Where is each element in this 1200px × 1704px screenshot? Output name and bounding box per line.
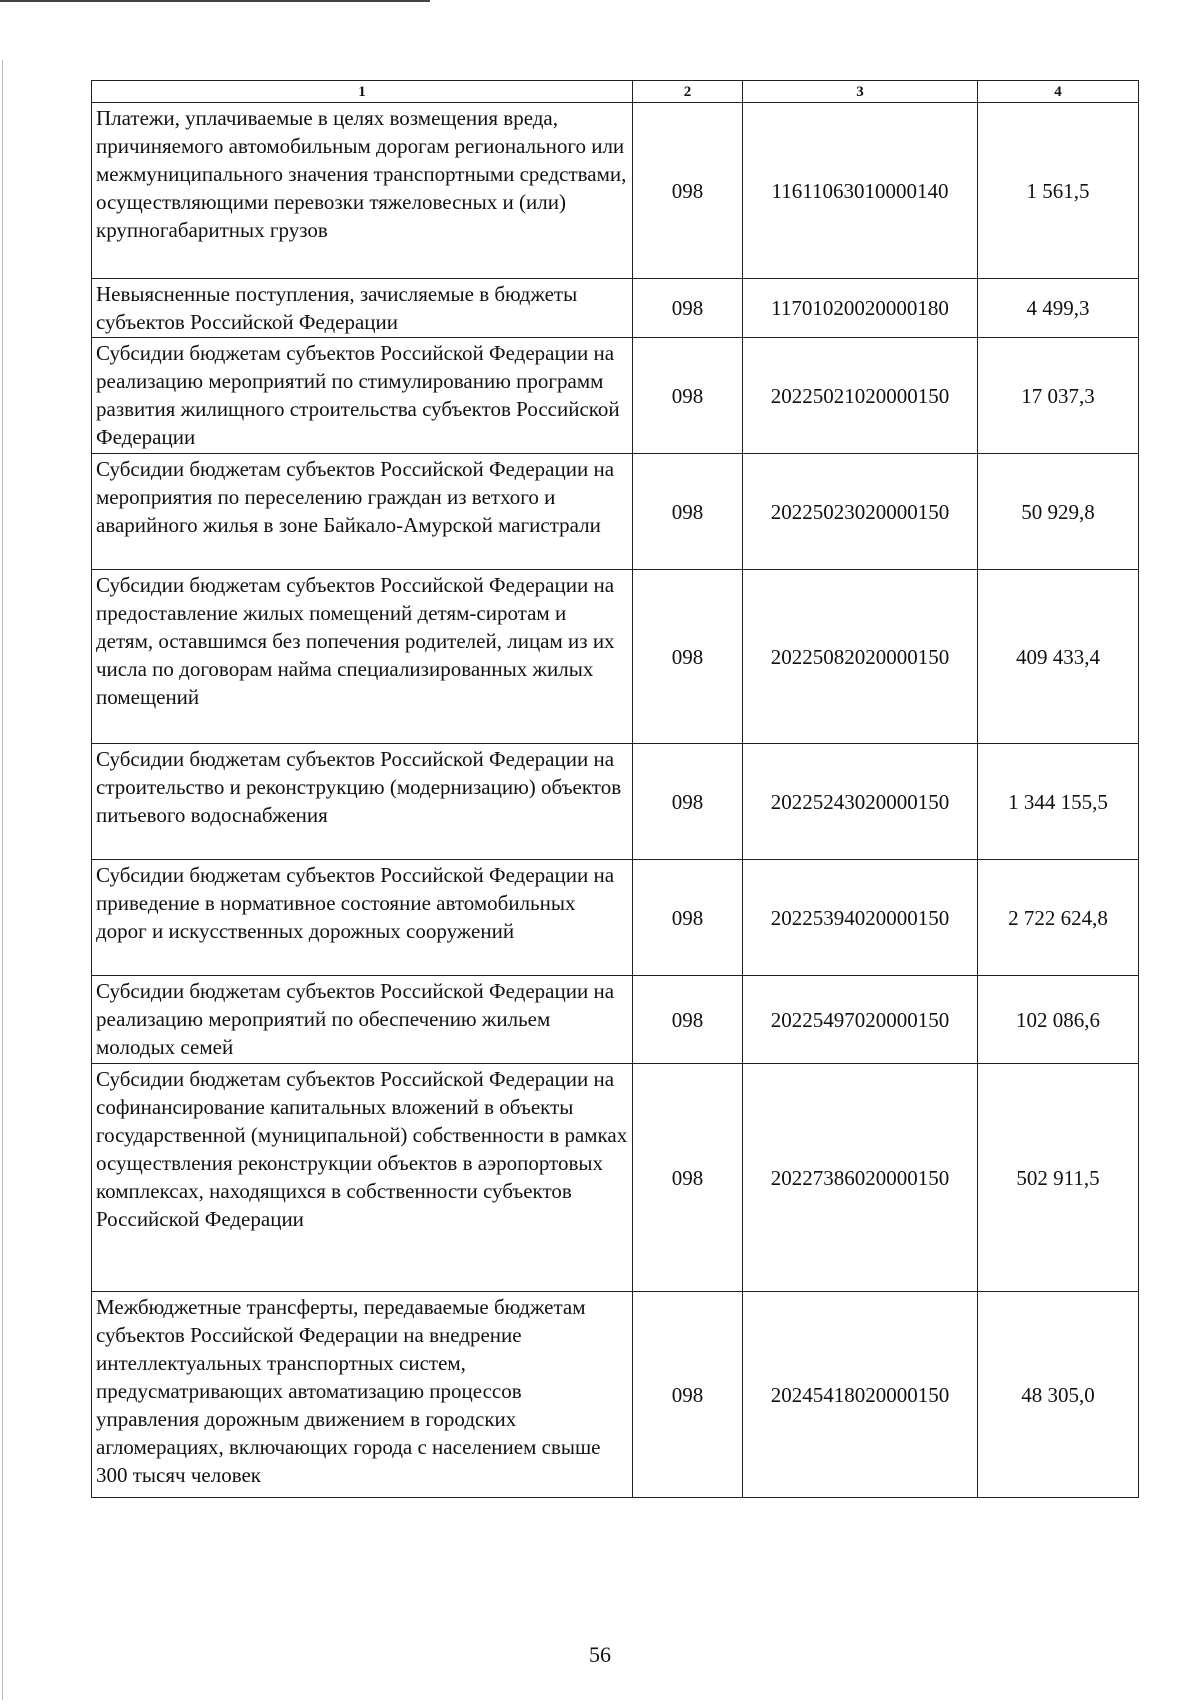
row-admin-code: 098 bbox=[633, 976, 743, 1064]
table-row bbox=[92, 454, 1139, 570]
header-col-1: 1 bbox=[92, 81, 633, 103]
row-budget-code: 20225243020000150 bbox=[743, 744, 978, 860]
row-amount: 17 037,3 bbox=[978, 338, 1139, 454]
row-budget-code: 20245418020000150 bbox=[743, 1292, 978, 1498]
row-name: Субсидии бюджетам субъектов Российской Федерации на реализацию мероприятий по обеспечению жильем молодых семей bbox=[92, 976, 633, 1064]
scan-edge-line bbox=[0, 0, 430, 2]
header-col-4: 4 bbox=[978, 81, 1139, 103]
table-row bbox=[92, 1064, 1139, 1292]
table-row bbox=[92, 860, 1139, 976]
row-name: Платежи, уплачиваемые в целях возмещения вреда, причиняемого автомобильным дорогам регионального или межмуниципального значения транспортными средствами, осуществляющими перевозки тяжеловесных и (или) крупногабаритных грузов bbox=[92, 103, 633, 279]
row-budget-code: 11611063010000140 bbox=[743, 103, 978, 279]
header-col-2: 2 bbox=[633, 81, 743, 103]
row-amount: 1 561,5 bbox=[978, 103, 1139, 279]
table-row bbox=[92, 279, 1139, 338]
row-amount: 409 433,4 bbox=[978, 570, 1139, 744]
table-row bbox=[92, 1292, 1139, 1498]
table-row bbox=[92, 338, 1139, 454]
row-admin-code: 098 bbox=[633, 103, 743, 279]
row-budget-code: 11701020020000180 bbox=[743, 279, 978, 338]
row-budget-code: 20225021020000150 bbox=[743, 338, 978, 454]
row-name: Межбюджетные трансферты, передаваемые бюджетам субъектов Российской Федерации на внедрение интеллектуальных транспортных систем, предусматривающих автоматизацию процессов управления дорожным движением в городских агломерациях, включающих города с населением свыше 300 тысяч человек bbox=[92, 1292, 633, 1498]
row-name: Субсидии бюджетам субъектов Российской Федерации на предоставление жилых помещений детям-сиротам и детям, оставшимся без попечения родителей, лицам из их числа по договорам найма специализированных жилых помещений bbox=[92, 570, 633, 744]
table-row bbox=[92, 570, 1139, 744]
table-header-row bbox=[92, 81, 1139, 103]
scan-margin-line bbox=[2, 60, 3, 1700]
row-admin-code: 098 bbox=[633, 1292, 743, 1498]
row-name: Субсидии бюджетам субъектов Российской Федерации на строительство и реконструкцию (модернизацию) объектов питьевого водоснабжения bbox=[92, 744, 633, 860]
row-admin-code: 098 bbox=[633, 860, 743, 976]
row-amount: 102 086,6 bbox=[978, 976, 1139, 1064]
row-admin-code: 098 bbox=[633, 338, 743, 454]
row-amount: 50 929,8 bbox=[978, 454, 1139, 570]
row-name: Невыясненные поступления, зачисляемые в бюджеты субъектов Российской Федерации bbox=[92, 279, 633, 338]
row-admin-code: 098 bbox=[633, 1064, 743, 1292]
row-budget-code: 20225497020000150 bbox=[743, 976, 978, 1064]
row-name: Субсидии бюджетам субъектов Российской Федерации на реализацию мероприятий по стимулированию программ развития жилищного строительства субъектов Российской Федерации bbox=[92, 338, 633, 454]
row-budget-code: 20225394020000150 bbox=[743, 860, 978, 976]
row-budget-code: 20225023020000150 bbox=[743, 454, 978, 570]
row-amount: 1 344 155,5 bbox=[978, 744, 1139, 860]
row-budget-code: 20225082020000150 bbox=[743, 570, 978, 744]
row-admin-code: 098 bbox=[633, 744, 743, 860]
row-name: Субсидии бюджетам субъектов Российской Федерации на приведение в нормативное состояние автомобильных дорог и искусственных дорожных сооружений bbox=[92, 860, 633, 976]
revenue-table bbox=[91, 80, 1139, 1498]
row-amount: 4 499,3 bbox=[978, 279, 1139, 338]
table-row bbox=[92, 103, 1139, 279]
row-amount: 502 911,5 bbox=[978, 1064, 1139, 1292]
row-admin-code: 098 bbox=[633, 279, 743, 338]
header-col-3: 3 bbox=[743, 81, 978, 103]
row-name: Субсидии бюджетам субъектов Российской Федерации на софинансирование капитальных вложений в объекты государственной (муниципальной) собственности в рамках осуществления реконструкции объектов в аэропортовых комплексах, находящихся в собственности субъектов Российской Федерации bbox=[92, 1064, 633, 1292]
row-budget-code: 20227386020000150 bbox=[743, 1064, 978, 1292]
row-amount: 48 305,0 bbox=[978, 1292, 1139, 1498]
row-admin-code: 098 bbox=[633, 454, 743, 570]
row-amount: 2 722 624,8 bbox=[978, 860, 1139, 976]
row-name: Субсидии бюджетам субъектов Российской Федерации на мероприятия по переселению граждан из ветхого и аварийного жилья в зоне Байкало-Амурской магистрали bbox=[92, 454, 633, 570]
table-row bbox=[92, 976, 1139, 1064]
page-number: 56 bbox=[589, 1642, 611, 1667]
table-row bbox=[92, 744, 1139, 860]
row-admin-code: 098 bbox=[633, 570, 743, 744]
